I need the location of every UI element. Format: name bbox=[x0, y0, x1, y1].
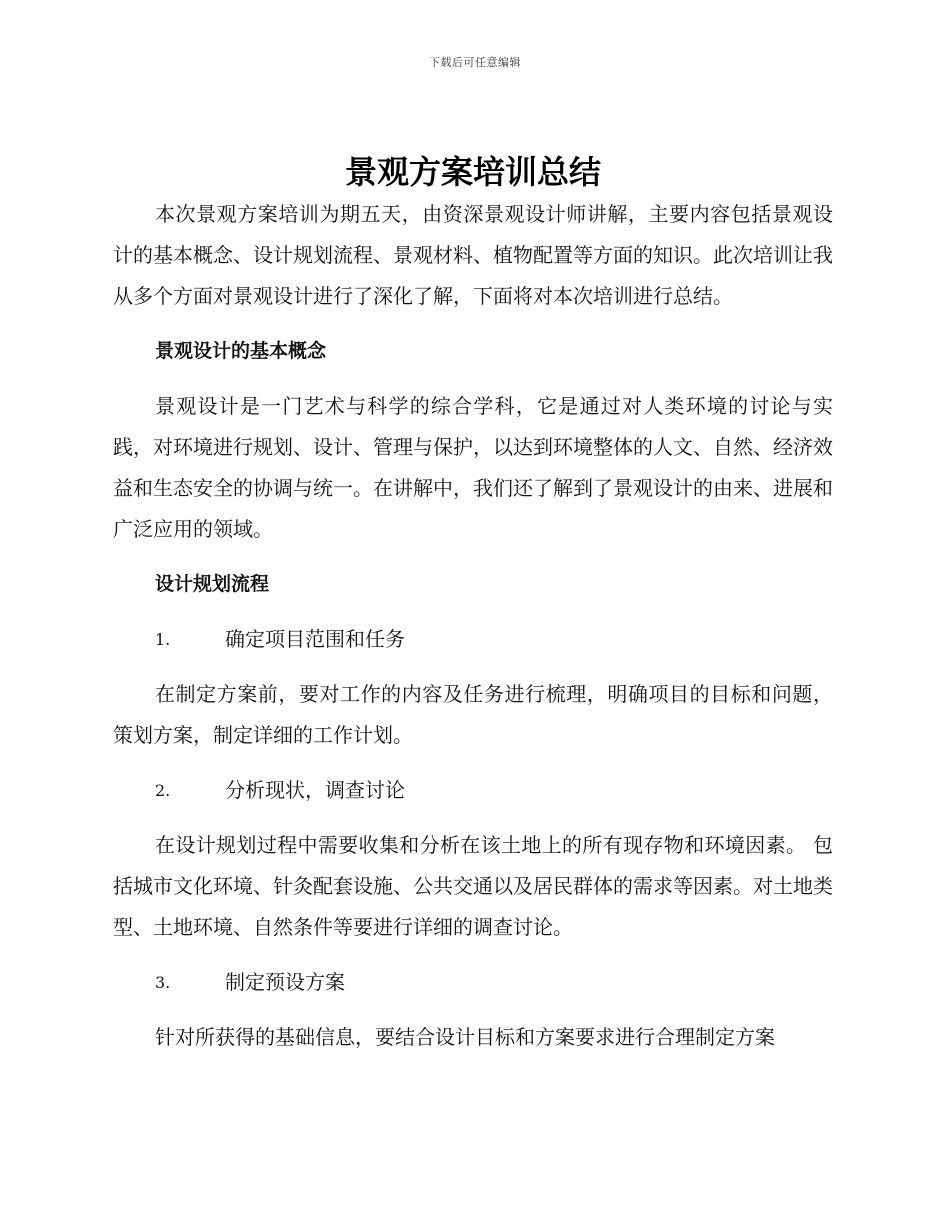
spacer bbox=[113, 660, 833, 674]
spacer bbox=[113, 550, 833, 564]
document-title: 景观方案培训总结 bbox=[344, 153, 601, 191]
document-body bbox=[113, 150, 833, 1058]
header-note: 下载后可任意编辑 bbox=[429, 56, 521, 69]
spacer bbox=[113, 605, 833, 619]
spacer bbox=[113, 756, 833, 770]
list-item-body: 在制定方案前，要对工作的内容及任务进行梳理，明确项目的目标和问题，策划方案，制定详细的工作计划。 bbox=[113, 682, 833, 747]
spacer bbox=[113, 317, 833, 331]
list-item-title: 分析现状，调查讨论 bbox=[225, 778, 405, 802]
intro-paragraph: 本次景观方案培训为期五天，由资深景观设计师讲解，主要内容包括景观设计的基本概念、设计规划流程、景观材料、植物配置等方面的知识。此次培训让我从多个方面对景观设计进行了深化了解，下面将对本次培训进行总结。 bbox=[113, 202, 833, 308]
spacer bbox=[113, 1003, 833, 1017]
section-heading-design-process: 设计规划流程 bbox=[155, 573, 270, 595]
list-item-number: 3. bbox=[155, 973, 171, 992]
list-item-number: 2. bbox=[155, 781, 171, 800]
spacer bbox=[113, 372, 833, 386]
list-item-number: 1. bbox=[155, 630, 171, 649]
list-item bbox=[113, 619, 833, 660]
list-item bbox=[113, 770, 833, 811]
basic-concept-paragraph: 景观设计是一门艺术与科学的综合学科，它是通过对人类环境的讨论与实践，对环境进行规划、设计、管理与保护，以达到环境整体的人文、自然、经济效益和生态安全的协调与统一。在讲解中，我们还了解到了景观设计的由来、进展和广泛应用的领域。 bbox=[113, 394, 833, 541]
list-item-body: 针对所获得的基础信息，要结合设计目标和方案要求进行合理制定方案 bbox=[155, 1025, 775, 1049]
list-item bbox=[113, 962, 833, 1003]
spacer bbox=[113, 948, 833, 962]
list-item-title: 确定项目范围和任务 bbox=[225, 627, 405, 651]
spacer bbox=[113, 811, 833, 825]
section-heading-basic-concept: 景观设计的基本概念 bbox=[155, 340, 327, 362]
list-item-title: 制定预设方案 bbox=[225, 970, 345, 994]
list-item-body: 在设计规划过程中需要收集和分析在该土地上的所有现存物和环境因素。 包括城市文化环境、针灸配套设施、公共交通以及居民群体的需求等因素。对土地类型、土地环境、自然条件等要进行详细的调查讨论。 bbox=[113, 833, 833, 939]
